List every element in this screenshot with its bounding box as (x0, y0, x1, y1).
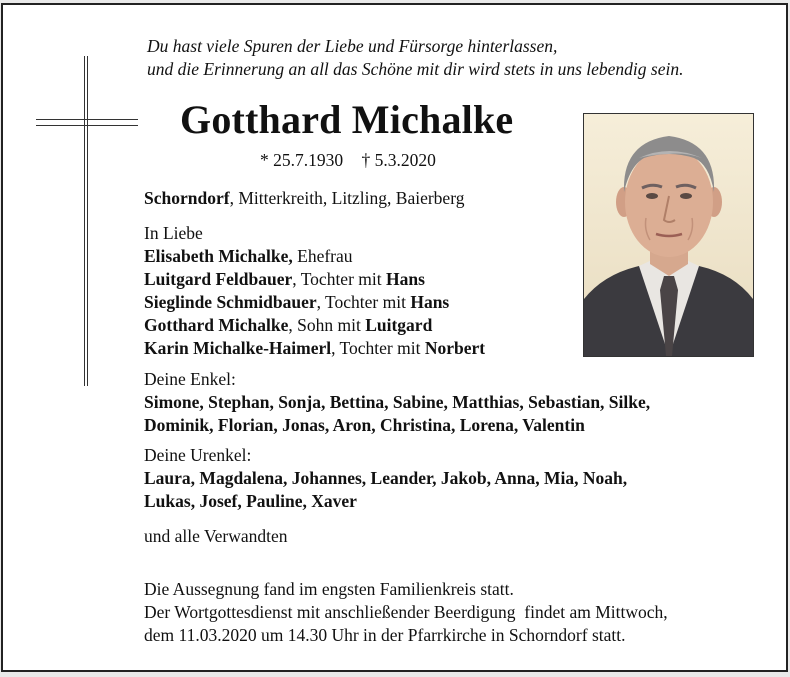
mourner-relation: , Tochter mit (292, 269, 386, 289)
death-date: † 5.3.2020 (361, 150, 436, 170)
mourner-partner: Hans (410, 292, 450, 312)
mourner-name: Elisabeth Michalke, (144, 246, 293, 266)
mourner-row (144, 245, 485, 268)
cross-vertical-bar (84, 56, 88, 386)
mourner-relation: , Sohn mit (288, 315, 366, 335)
great-grandchildren-heading: Deine Urenkel: (144, 445, 252, 465)
place-rest: , Mitterkreith, Litzling, Baierberg (229, 188, 465, 208)
motto-line-2: und die Erinnerung an all das Schöne mit dir wird stets in uns lebendig sein. (147, 59, 684, 79)
birth-date: * 25.7.1930 (260, 150, 344, 170)
service-line-3: dem 11.03.2020 um 14.30 Uhr in der Pfarrkirche in Schorndorf statt. (144, 625, 626, 645)
relatives: und alle Verwandten (144, 526, 288, 546)
deceased-name: Gotthard Michalke (180, 97, 514, 142)
mourners-intro: In Liebe (144, 223, 203, 243)
portrait-illustration (584, 114, 753, 356)
mourner-name: Sieglinde Schmidbauer (144, 292, 317, 312)
place-main: Schorndorf (144, 188, 230, 208)
mourner-relation: , Tochter mit (331, 338, 425, 358)
mourner-partner: Luitgard (365, 315, 433, 335)
mourner-relation: , Tochter mit (316, 292, 411, 312)
great-grandchildren (144, 444, 627, 513)
mourner-name: Gotthard Michalke (144, 315, 289, 335)
places (144, 187, 464, 210)
motto (147, 35, 683, 81)
service-line-2: Der Wortgottesdienst mit anschließender Beerdigung findet am Mittwoch, (144, 602, 668, 622)
mourner-name: Karin Michalke-Haimerl (144, 338, 332, 358)
portrait-photo (583, 113, 754, 357)
mourner-relation: Ehefrau (292, 246, 353, 266)
mourners-list (144, 222, 485, 360)
grandchildren-line-2: Dominik, Florian, Jonas, Aron, Christina, Lorena, Valentin (144, 415, 585, 435)
motto-line-1: Du hast viele Spuren der Liebe und Fürsorge hinterlassen, (147, 36, 558, 56)
life-dates (260, 150, 450, 171)
great-grandchildren-line-2: Lukas, Josef, Pauline, Xaver (144, 491, 357, 511)
mourner-row (144, 337, 485, 360)
mourner-partner: Norbert (424, 338, 486, 358)
mourner-row (144, 291, 485, 314)
grandchildren-heading: Deine Enkel: (144, 369, 236, 389)
grandchildren (144, 368, 650, 437)
grandchildren-line-1: Simone, Stephan, Sonja, Bettina, Sabine, Matthias, Sebastian, Silke, (144, 392, 651, 412)
mourner-row (144, 268, 485, 291)
mourner-name: Luitgard Feldbauer (144, 269, 293, 289)
mourner-partner: Hans (386, 269, 425, 289)
great-grandchildren-line-1: Laura, Magdalena, Johannes, Leander, Jakob, Anna, Mia, Noah, (144, 468, 628, 488)
service-info (144, 578, 668, 647)
cross-horizontal-bar (36, 119, 138, 126)
mourner-row (144, 314, 485, 337)
service-line-1: Die Aussegnung fand im engsten Familienkreis statt. (144, 579, 514, 599)
